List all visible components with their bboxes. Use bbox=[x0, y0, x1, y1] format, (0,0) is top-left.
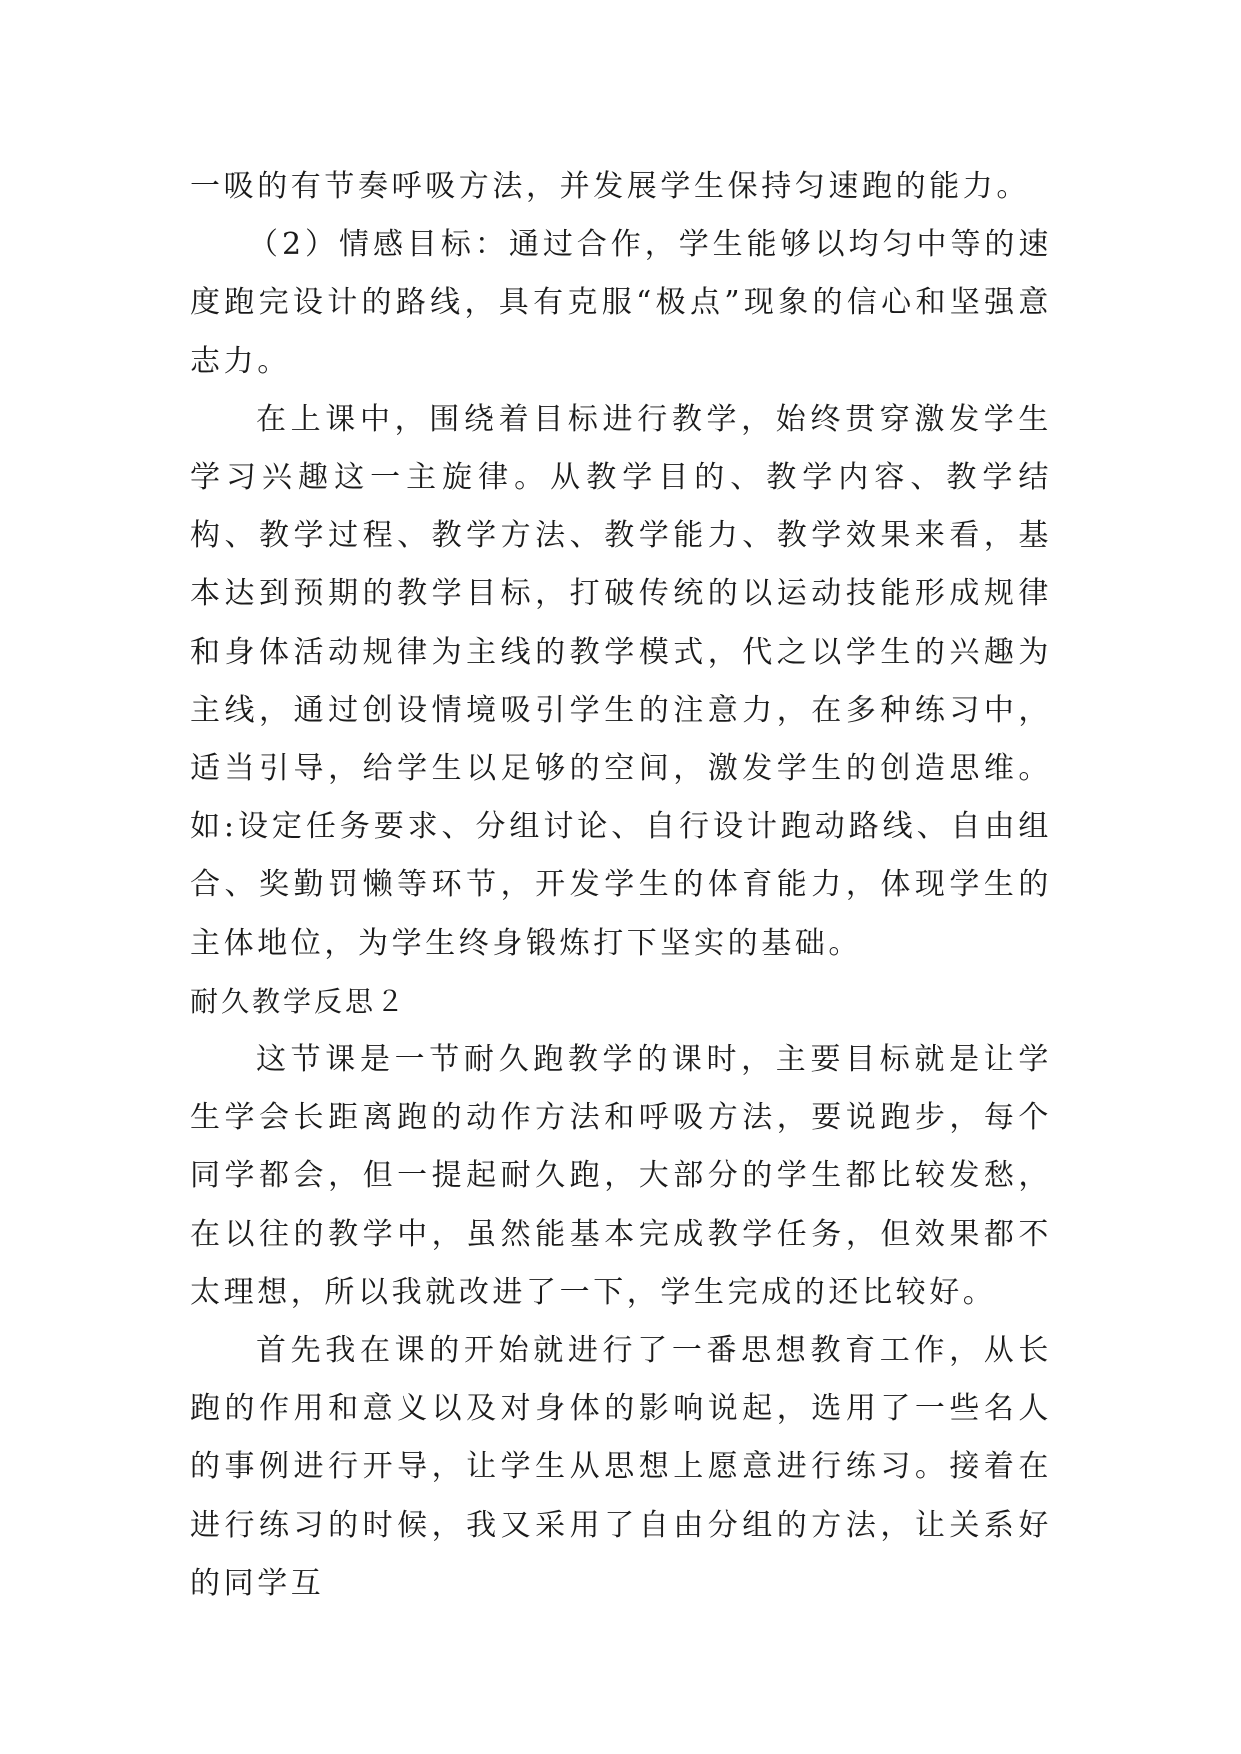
paragraph-breathing: 一吸的有节奏呼吸方法，并发展学生保持匀速跑的能力。 bbox=[190, 169, 1030, 204]
paragraph-method: 首先我在课的开始就进行了一番思想教育工作，从长跑的作用和意义以及对身体的影响说起，选用了一些名人的事例进行开导，让学生从思想上愿意进行练习。接着在进行练习的时候，我又采用了自由分组的方法，让关系好的同学互 bbox=[190, 1333, 1052, 1601]
section-title: 耐久教学反思２ bbox=[190, 984, 408, 1018]
paragraph-lesson-intro: 这节课是一节耐久跑教学的课时，主要目标就是让学生学会长距离跑的动作方法和呼吸方法，要说跑步，每个同学都会，但一提起耐久跑，大部分的学生都比较发愁，在以往的教学中，虽然能基本完成教学任务，但效果都不太理想，所以我就改进了一下，学生完成的还比较好。 bbox=[190, 1042, 1052, 1310]
paragraph-emotional-goal: （2）情感目标：通过合作，学生能够以均匀中等的速度跑完设计的路线，具有克服“极点”现象的信心和坚强意志力。 bbox=[190, 227, 1052, 379]
paragraph-teaching-summary: 在上课中，围绕着目标进行教学，始终贯穿激发学生学习兴趣这一主旋律。从教学目的、教学内容、教学结构、教学过程、教学方法、教学能力、教学效果来看，基本达到预期的教学目标，打破传统的以运动技能形成规律和身体活动规律为主线的教学模式，代之以学生的兴趣为主线，通过创设情境吸引学生的注意力，在多种练习中，适当引导，给学生以足够的空间，激发学生的创造思维。如:设定任务要求、分组讨论、自行设计跑动路线、自由组合、奖勤罚懒等环节，开发学生的体育能力，体现学生的主体地位，为学生终身锻炼打下坚实的基础。 bbox=[190, 401, 1052, 961]
document-body bbox=[190, 158, 1052, 1613]
